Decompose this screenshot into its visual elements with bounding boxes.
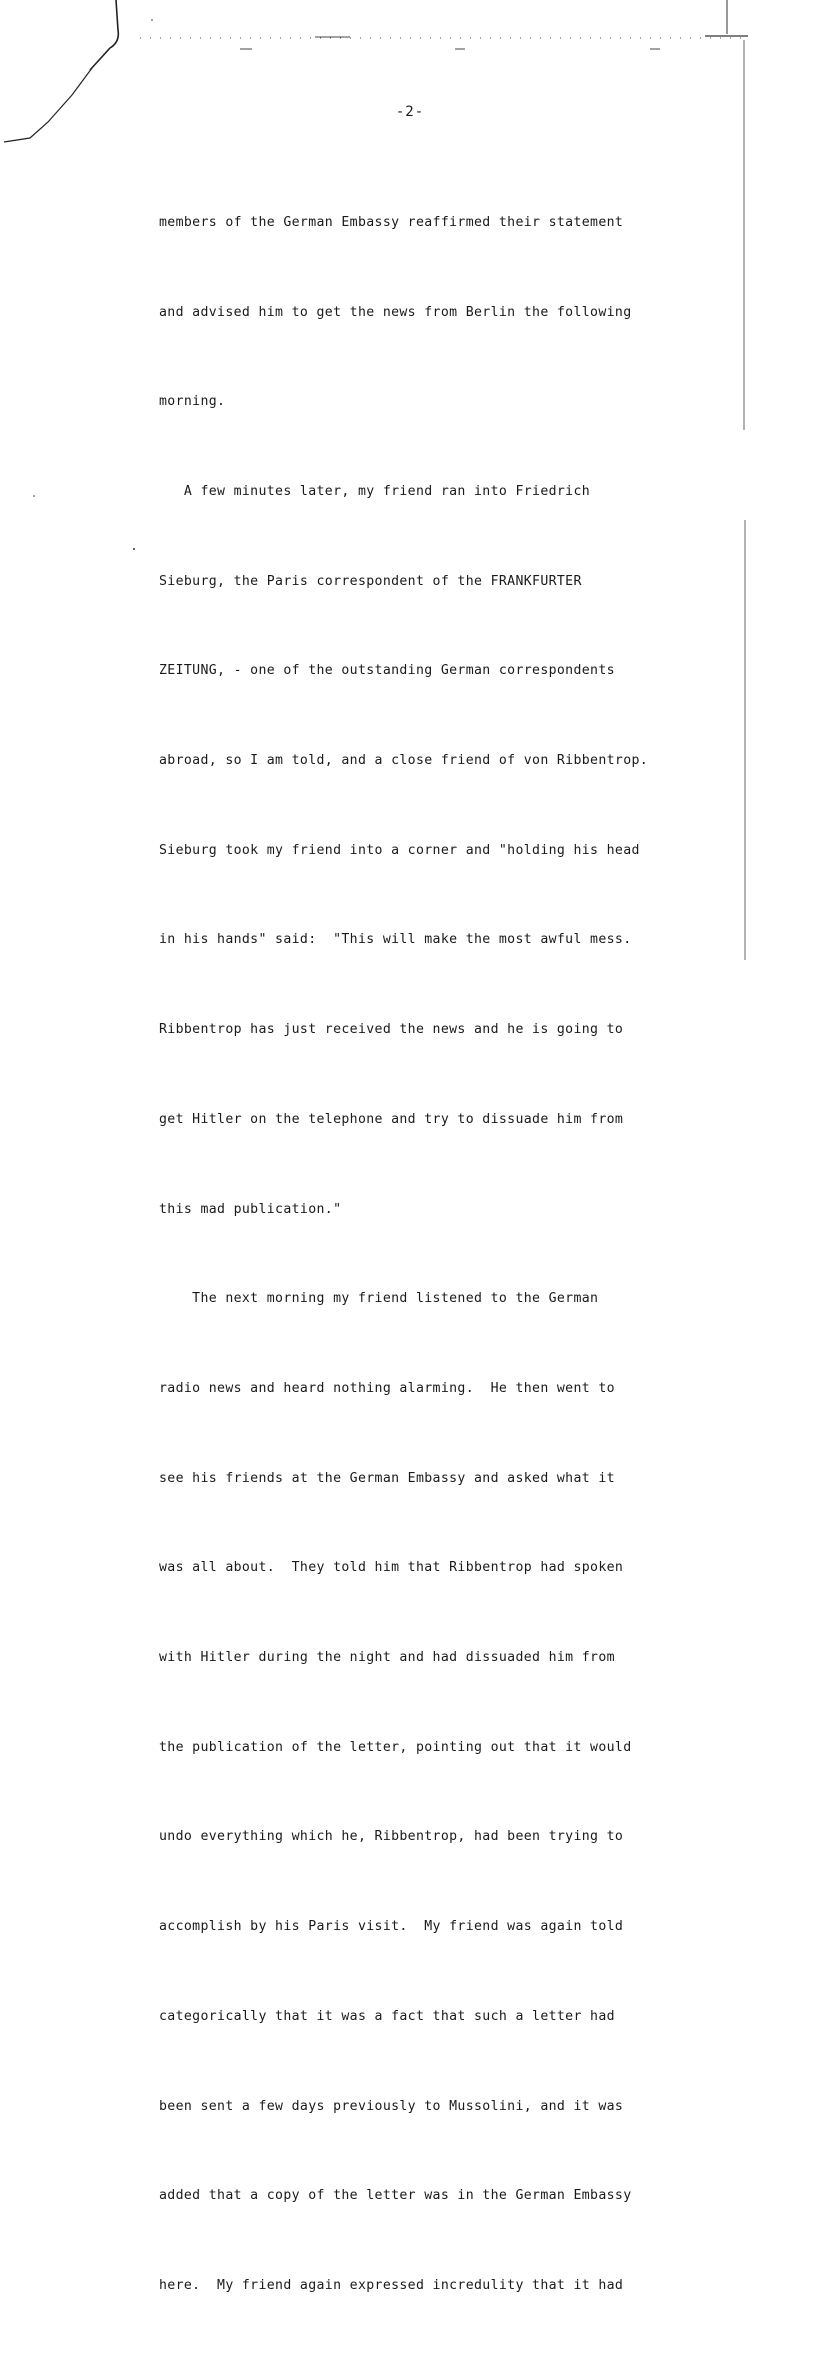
text-line: ZEITUNG, - one of the outstanding German correspondents: [159, 663, 615, 679]
text-line: see his friends at the German Embassy and asked what it: [159, 1470, 615, 1486]
text-line: here. My friend again expressed incredulity that it had: [159, 2277, 624, 2293]
text-line: undo everything which he, Ribbentrop, had been trying to: [159, 1829, 624, 1845]
text-line: been sent a few days previously to Mussolini, and it was: [159, 2098, 624, 2114]
scan-speck: [151, 19, 153, 21]
text-line: in his hands" said: "This will make the most awful mess.: [159, 932, 632, 948]
text-line: get Hitler on the telephone and try to dissuade him from: [159, 1111, 624, 1127]
page-number: -2-: [395, 104, 425, 120]
text-line: A few minutes later, my friend ran into Friedrich: [159, 483, 591, 499]
text-line: Sieburg took my friend into a corner and "holding his head: [159, 842, 640, 858]
text-line: and advised him to get the news from Berlin the following: [159, 304, 632, 320]
text-line: this mad publication.": [159, 1201, 342, 1217]
scan-speck: [133, 548, 135, 550]
text-line: was all about. They told him that Ribbentrop had spoken: [159, 1560, 624, 1576]
body-text: [159, 148, 719, 2361]
text-line: with Hitler during the night and had dissuaded him from: [159, 1650, 615, 1666]
text-line: The next morning my friend listened to the German: [159, 1291, 599, 1307]
scan-speck: [33, 495, 35, 497]
text-line: morning.: [159, 394, 226, 410]
text-line: radio news and heard nothing alarming. He then went to: [159, 1380, 615, 1396]
scan-mark-top-left-curve: [90, 0, 118, 70]
text-line: members of the German Embassy reaffirmed their statement: [159, 214, 624, 230]
text-line: the publication of the letter, pointing out that it would: [159, 1739, 632, 1755]
text-line: categorically that it was a fact that such a letter had: [159, 2008, 615, 2024]
text-line: added that a copy of the letter was in the German Embassy: [159, 2188, 632, 2204]
text-line: Ribbentrop has just received the news and he is going to: [159, 1022, 624, 1038]
text-line: accomplish by his Paris visit. My friend was again told: [159, 1919, 624, 1935]
text-line: Sieburg, the Paris correspondent of the FRANKFURTER: [159, 573, 582, 589]
text-line: abroad, so I am told, and a close friend of von Ribbentrop.: [159, 753, 649, 769]
